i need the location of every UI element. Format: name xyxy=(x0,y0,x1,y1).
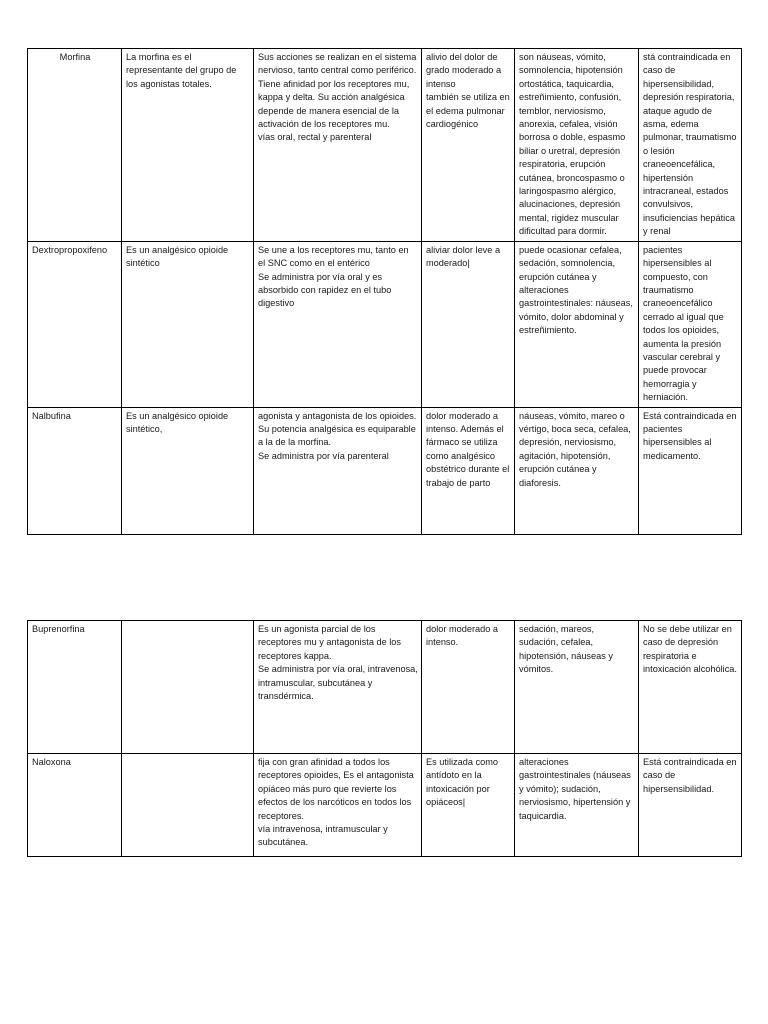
adverse-effects-cell: son náuseas, vómito, somnolencia, hipotensión ortostática, taquicardia, estreñimiento, confusión, temblor, nerviosismo, anorexia, cefalea, visión borrosa o doble, espasmo biliar o uretral, depresión respiratoria, erupción cutánea, broncospasmo o laringospasmo alérgico, alucinaciones, depresión mental, rigidez muscular dificultad para dormir. xyxy=(515,49,639,242)
mechanism-cell: Se une a los receptores mu, tanto en el SNC como en el entérico Se administra por vía oral y es absorbido con rapidez en el tubo digestivo xyxy=(254,241,422,407)
contraindications-cell: stá contraindicada en caso de hipersensibilidad, depresión respiratoria, ataque agudo de asma, edema pulmonar, traumatismo o lesión craneoencefálica, hipertensión intracraneal, estados convulsivos, insuficiencias hepática y renal xyxy=(639,49,742,242)
table-row xyxy=(28,754,742,857)
adverse-effects-cell: sedación, mareos, sudación, cefalea, hipotensión, náuseas y vómitos. xyxy=(515,621,639,754)
table-row xyxy=(28,49,742,242)
indication-cell: alivio del dolor de grado moderado a intenso también se utiliza en el edema pulmonar cardiogénico xyxy=(422,49,515,242)
drug-table-2 xyxy=(27,620,742,857)
table-row xyxy=(28,407,742,534)
mechanism-cell: Sus acciones se realizan en el sistema nervioso, tanto central como periférico. Tiene afinidad por los receptores mu, kappa y delta. Su acción analgésica depende de manera esencial de la activación de los receptores mu. vías oral, rectal y parenteral xyxy=(254,49,422,242)
description-cell: La morfina es el representante del grupo de los agonistas totales. xyxy=(122,49,254,242)
table-row xyxy=(28,241,742,407)
contraindications-cell: pacientes hipersensibles al compuesto, con traumatismo craneoencefálico cerrado al igual que todos los opioides, aumenta la presión vascular cerebral y puede provocar hemorragia y herniación. xyxy=(639,241,742,407)
drug-name-cell: Nalbufina xyxy=(28,407,122,534)
drug-table-1 xyxy=(27,48,742,535)
contraindications-cell: No se debe utilizar en caso de depresión respiratoria e intoxicación alcohólica. xyxy=(639,621,742,754)
adverse-effects-cell: puede ocasionar cefalea, sedación, somnolencia, erupción cutánea y alteraciones gastrointestinales: náuseas, vómito, dolor abdominal y estreñimiento. xyxy=(515,241,639,407)
adverse-effects-cell: alteraciones gastrointestinales (náuseas y vómito); sudación, nerviosismo, hipertensión y taquicardia. xyxy=(515,754,639,857)
indication-cell: Es utilizada como antídoto en la intoxicación por opiáceos| xyxy=(422,754,515,857)
indication-cell: dolor moderado a intenso. xyxy=(422,621,515,754)
description-cell: Es un analgésico opioide sintético xyxy=(122,241,254,407)
contraindications-cell: Está contraindicada en pacientes hipersensibles al medicamento. xyxy=(639,407,742,534)
mechanism-cell: fija con gran afinidad a todos los receptores opioides, Es el antagonista opiáceo más puro que revierte los efectos de los narcóticos en todos los receptores. vía intravenosa, intramuscular y subcutánea. xyxy=(254,754,422,857)
table-row xyxy=(28,621,742,754)
mechanism-cell: Es un agonista parcial de los receptores mu y antagonista de los receptores kappa. Se administra por vía oral, intravenosa, intramuscular, subcutánea y transdérmica. xyxy=(254,621,422,754)
description-cell: Es un analgésico opioide sintético, xyxy=(122,407,254,534)
description-cell xyxy=(122,754,254,857)
contraindications-cell: Está contraindicada en caso de hipersensibilidad. xyxy=(639,754,742,857)
drug-name-cell: Naloxona xyxy=(28,754,122,857)
indication-cell: dolor moderado a intenso. Además el fármaco se utiliza como analgésico obstétrico durante el trabajo de parto xyxy=(422,407,515,534)
drug-name-cell: Dextropropoxifeno xyxy=(28,241,122,407)
drug-name-cell: Buprenorfina xyxy=(28,621,122,754)
mechanism-cell: agonista y antagonista de los opioides. Su potencia analgésica es equiparable a la de la morfina. Se administra por vía parenteral xyxy=(254,407,422,534)
adverse-effects-cell: náuseas, vómito, mareo o vértigo, boca seca, cefalea, depresión, nerviosismo, agitación, hipotensión, erupción cutánea y diaforesis. xyxy=(515,407,639,534)
description-cell xyxy=(122,621,254,754)
drug-name-cell: Morfina xyxy=(28,49,122,242)
indication-cell: aliviar dolor leve a moderado| xyxy=(422,241,515,407)
